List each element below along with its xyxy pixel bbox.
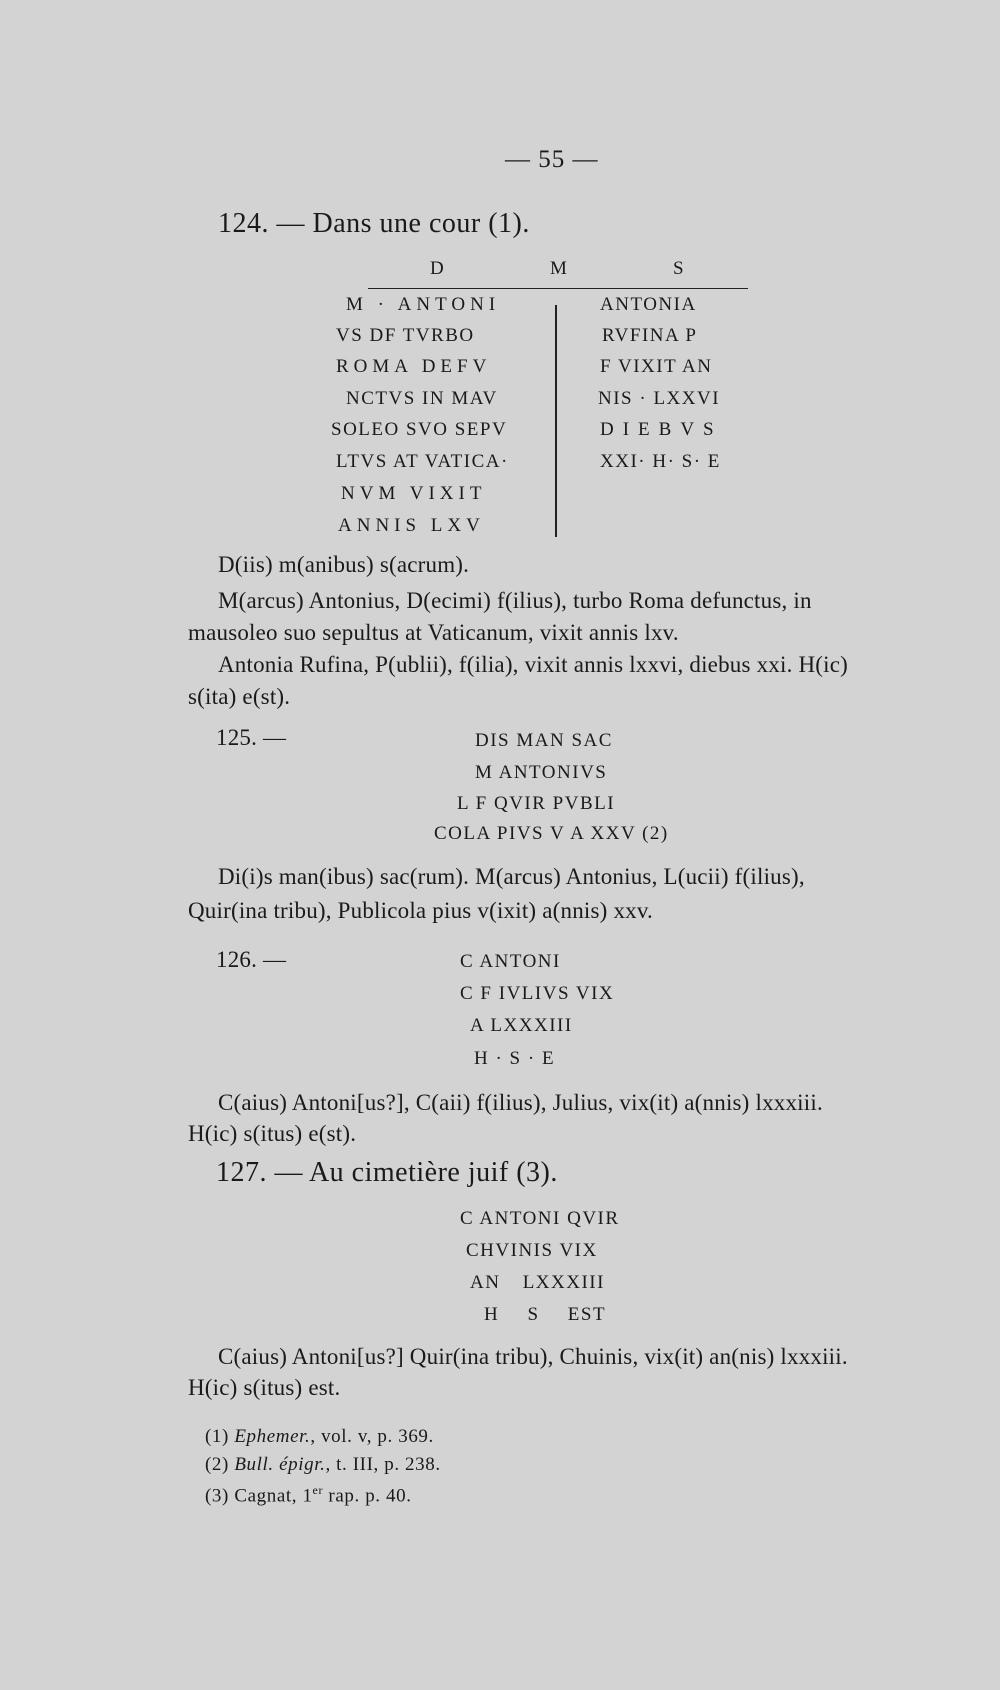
inscription-124-left-line-4: NCTVS IN MAV [346, 388, 498, 409]
inscription-126-line-2: C F IVLIVS VIX [460, 983, 615, 1004]
inscription-124-right-line-4: NIS · LXXVI [598, 388, 721, 409]
inscription-124-right-line-3: F VIXIT AN [600, 356, 713, 377]
inscription-125-line-1: DIS MAN SAC [475, 730, 613, 751]
transcription-126-line-1: C(aius) Antoni[us?], C(aii) f(ilius), Julius, vix(it) a(nnis) lxxxiii. [218, 1090, 823, 1115]
entry-125-number: 125. — [216, 725, 287, 750]
transcription-127-line-2: H(ic) s(itus) est. [188, 1375, 341, 1400]
inscription-124-left-line-7: NVM VIXIT [341, 483, 487, 504]
entry-124-heading: 124. — Dans une cour (1). [218, 208, 530, 239]
transcription-127-line-1: C(aius) Antoni[us?] Quir(ina tribu), Chuinis, vix(it) an(nis) lxxxiii. [218, 1344, 848, 1369]
transcription-124-line-3: mausoleo suo sepultus at Vaticanum, vixit annis lxv. [188, 620, 679, 645]
inscription-126-line-1: C ANTONI [460, 951, 561, 972]
inscription-top-rule [368, 288, 748, 289]
footnote-3 [205, 1483, 412, 1507]
footnote-1-rest: , vol. v, p. 369. [310, 1426, 434, 1447]
page-number: — 55 — [505, 146, 599, 173]
inscription-126-line-4: H · S · E [474, 1048, 556, 1069]
footnote-2 [205, 1454, 441, 1476]
inscription-124-d: D [430, 258, 446, 279]
transcription-125-line-1: Di(i)s man(ibus) sac(rum). M(arcus) Antonius, L(ucii) f(ilius), [218, 864, 805, 889]
entry-126-number: 126. — [216, 947, 287, 972]
inscription-124-right-line-5: DIEBVS [600, 419, 723, 440]
footnote-3-superscript: er [312, 1483, 324, 1497]
inscription-124-left-line-8: ANNIS LXV [338, 515, 485, 536]
inscription-126-line-3: A LXXXIII [470, 1015, 573, 1036]
inscription-124-right-line-2: RVFINA P [602, 325, 698, 346]
inscription-127-line-3: AN LXXXIII [470, 1272, 605, 1293]
entry-127-heading: 127. — Au cimetière juif (3). [216, 1157, 558, 1188]
inscription-125-line-2: M ANTONIVS [475, 762, 608, 783]
transcription-126-line-2: H(ic) s(itus) e(st). [188, 1121, 357, 1146]
inscription-124-left-line-1: M · ANTONI [346, 294, 501, 315]
inscription-124-left-line-6: LTVS AT VATICA· [336, 451, 509, 472]
transcription-124-line-5: s(ita) e(st). [188, 684, 291, 709]
inscription-124-left-line-2: VS DF TVRBO [336, 325, 475, 346]
inscription-125-line-4: COLA PIVS V A XXV (2) [434, 823, 669, 844]
footnote-3-number: (3) [205, 1485, 229, 1507]
inscription-124-left-line-5: SOLEO SVO SEPV [331, 419, 508, 440]
inscription-124-right-line-1: ANTONIA [600, 294, 697, 315]
transcription-125-line-2: Quir(ina tribu), Publicola pius v(ixit) a(nnis) xxv. [188, 898, 653, 923]
inscription-column-divider [555, 305, 557, 537]
inscription-127-line-2: CHVINIS VIX [466, 1240, 598, 1261]
footnote-3-rest: rap. p. 40. [323, 1485, 412, 1507]
footnote-1-work: Ephemer. [234, 1426, 311, 1447]
footnote-3-author: Cagnat, 1 [234, 1485, 313, 1507]
inscription-124-m: M [550, 258, 569, 279]
transcription-124-line-2: M(arcus) Antonius, D(ecimi) f(ilius), turbo Roma defunctus, in [218, 588, 812, 613]
inscription-124-right-line-6: XXI· H· S· E [600, 451, 721, 472]
inscription-127-line-4: H S EST [484, 1304, 607, 1325]
inscription-124-left-line-3: ROMA DEFV [336, 356, 492, 377]
footnote-1 [205, 1426, 434, 1448]
footnote-1-number: (1) [205, 1426, 229, 1447]
footnote-2-number: (2) [205, 1454, 229, 1475]
footnote-2-rest: , t. III, p. 238. [325, 1454, 441, 1475]
inscription-125-line-3: L F QVIR PVBLI [457, 793, 616, 814]
inscription-124-s: S [673, 258, 686, 279]
footnote-2-work: Bull. épigr. [234, 1454, 326, 1475]
transcription-124-line-4: Antonia Rufina, P(ublii), f(ilia), vixit annis lxxvi, diebus xxi. H(ic) [218, 652, 849, 677]
inscription-127-line-1: C ANTONI QVIR [460, 1208, 620, 1229]
transcription-124-line-1: D(iis) m(anibus) s(acrum). [218, 552, 470, 577]
